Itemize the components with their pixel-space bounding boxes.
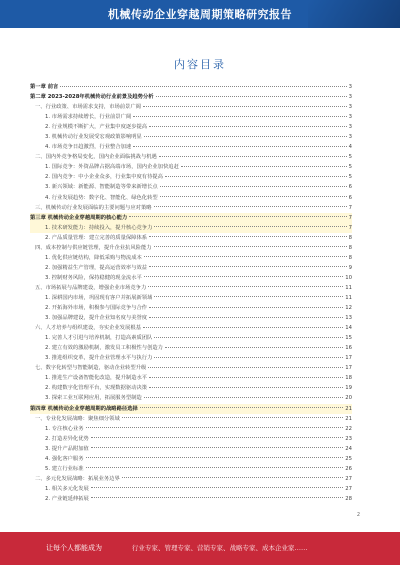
- toc-entry-text: 2. 构建数字化管理平台，实现数据驱动决策: [45, 385, 148, 392]
- toc-entry[interactable]: [30, 132, 352, 142]
- toc-entry[interactable]: [30, 323, 352, 333]
- toc-entry[interactable]: [30, 193, 352, 203]
- toc-entry-page: 3: [348, 134, 352, 141]
- toc-dot-leader: [91, 437, 343, 438]
- toc-entry-page: 14: [345, 325, 352, 332]
- toc-entry-text: 1. 国际竞争：外资品牌占据高端市场，国内企业加快追赶: [45, 164, 179, 171]
- toc-entry-text: 一、行业政策、市场需求支持，市场前景广阔: [35, 104, 141, 111]
- toc-entry-page: 11: [345, 294, 352, 301]
- toc-entry-page: 5: [348, 154, 352, 161]
- toc-entry-page: 21: [345, 415, 352, 422]
- toc-entry-page: 5: [348, 174, 352, 181]
- toc-dot-leader: [148, 367, 343, 368]
- toc-entry-page: 17: [345, 365, 352, 372]
- toc-entry-page: 3: [348, 104, 352, 111]
- toc-entry-page: 15: [345, 335, 352, 342]
- toc-entry-text: 第四章 机械传动企业穿越周期的战略路径选择: [30, 405, 138, 412]
- toc-entry-page: 25: [345, 455, 352, 462]
- toc-entry-page: 27: [345, 475, 352, 482]
- toc-entry[interactable]: [30, 92, 352, 102]
- toc-dot-leader: [144, 397, 343, 398]
- toc-entry-page: 8: [348, 244, 352, 251]
- toc-entry-text: 3. 控制财务风险，保持稳健的现金流水平: [45, 274, 142, 281]
- toc-entry-text: 1. 专注核心业务: [45, 425, 84, 432]
- toc-entry-text: 1. 完善人才引进与培养机制，打造高素质团队: [45, 335, 153, 342]
- toc-entry[interactable]: [30, 273, 352, 283]
- toc-entry-text: 第一章 前言: [30, 84, 59, 90]
- toc-entry-page: 27: [345, 485, 352, 492]
- toc-dot-leader: [133, 116, 346, 117]
- toc-entry-page: 8: [348, 234, 352, 241]
- toc-entry-text: 1. 技术研发能力：持续投入，提升核心竞争力: [45, 224, 153, 231]
- toc-entry-text: 3. 提升产品附加值: [45, 445, 89, 452]
- toc-entry[interactable]: [30, 414, 352, 424]
- toc-entry-page: 3: [348, 114, 352, 121]
- toc-entry[interactable]: [30, 233, 352, 243]
- toc-entry[interactable]: [30, 363, 352, 373]
- toc-dot-leader: [91, 487, 343, 488]
- toc-entry[interactable]: [30, 303, 352, 313]
- footer-slogan: 让每个人都能成为: [46, 544, 102, 552]
- toc-dot-leader: [156, 96, 347, 97]
- toc-entry-text: 第三章 机械传动企业穿越周期的核心能力: [30, 214, 128, 221]
- report-title: 机械传动企业穿越周期策略研究报告: [108, 8, 292, 21]
- toc-dot-leader: [149, 236, 347, 237]
- toc-dot-leader: [86, 457, 344, 458]
- toc-dot-leader: [144, 276, 343, 277]
- toc-dot-leader: [143, 327, 343, 328]
- toc-entry-text: 三、机械传动行业发展面临的主要问题与应对策略: [35, 204, 152, 211]
- toc-entry[interactable]: [30, 434, 352, 444]
- toc-entry-text: 五、市场拓展与品牌建设，增强企业市场竞争力: [35, 284, 147, 291]
- toc-entry-text: 3. 机械传动行业发展受宏观政策影响明显: [45, 134, 142, 141]
- toc-entry-page: 20: [345, 395, 352, 402]
- toc-entry[interactable]: [30, 464, 352, 474]
- toc-entry-page: 11: [345, 284, 352, 291]
- toc-entry-page: 17: [345, 355, 352, 362]
- toc-entry[interactable]: [30, 203, 352, 213]
- toc-dot-leader: [154, 357, 343, 358]
- toc-entry[interactable]: [30, 243, 352, 253]
- toc-entry-text: 3. 推进组织变革，提升企业管理水平与执行力: [45, 355, 153, 362]
- toc-dot-leader: [86, 427, 344, 428]
- toc-entry-text: 一、专业化发展战略：聚焦细分领域: [35, 415, 120, 422]
- toc-dot-leader: [91, 497, 343, 498]
- toc-dot-leader: [129, 216, 346, 217]
- toc-dot-leader: [181, 166, 347, 167]
- toc-entry-text: 1. 市场需求持续增长，行业前景广阔: [45, 114, 132, 121]
- toc-entry[interactable]: [30, 424, 352, 434]
- toc-dot-leader: [148, 286, 343, 287]
- toc-entry-text: 1. 相关多元化发展: [45, 485, 89, 492]
- toc-entry-page: 4: [348, 144, 352, 151]
- toc-dot-leader: [154, 296, 343, 297]
- toc-entry-text: 七、数字化转型与智能制造，驱动企业转型升级: [35, 365, 147, 372]
- toc-entry[interactable]: [30, 494, 352, 504]
- toc-entry-text: 2. 建立有效的激励机制，激发员工积极性与创造力: [45, 345, 163, 352]
- toc-entry-page: 9: [348, 264, 352, 271]
- toc-entry-text: 3. 探索工业互联网应用，拓展服务型制造: [45, 395, 142, 402]
- toc-entry[interactable]: [30, 82, 352, 92]
- toc-dot-leader: [149, 317, 343, 318]
- toc-entry[interactable]: [30, 162, 352, 172]
- toc-entry[interactable]: [30, 102, 352, 112]
- toc-entry-text: 1. 推进生产设备智能化改造，提升制造水平: [45, 375, 148, 382]
- toc-dot-leader: [154, 206, 347, 207]
- toc-dot-leader: [165, 347, 343, 348]
- toc-dot-leader: [122, 417, 343, 418]
- toc-heading: 内容目录: [174, 58, 226, 71]
- toc-entry[interactable]: [30, 313, 352, 323]
- toc-dot-leader: [149, 387, 343, 388]
- toc-entry-page: 18: [345, 375, 352, 382]
- toc-entry-page: 10: [345, 274, 352, 281]
- page-number: 2: [356, 512, 360, 518]
- toc-entry-text: 六、人才培养与组织建设，夯实企业发展根基: [35, 325, 141, 332]
- toc-entry-text: 2. 开拓海外市场，积极参与国际竞争与合作: [45, 305, 148, 312]
- toc-entry-text: 3. 新兴领域：新能源、智能制造等带来新增长点: [45, 184, 158, 191]
- toc-dot-leader: [160, 186, 347, 187]
- toc-entry-text: 2. 打造差异化优势: [45, 435, 89, 442]
- toc-dot-leader: [140, 407, 343, 408]
- toc-entry-text: 3. 加强品牌建设，提升企业知名度与美誉度: [45, 315, 148, 322]
- toc-entry-page: 22: [345, 425, 352, 432]
- toc-entry-page: 24: [345, 445, 352, 452]
- toc-dot-leader: [143, 106, 347, 107]
- toc-entry[interactable]: [30, 383, 352, 393]
- toc-entry[interactable]: [30, 253, 352, 263]
- footer-roles: 行业专家、管理专家、营销专家、战略专家、成本企业家……: [132, 544, 308, 552]
- toc-entry-page: 12: [345, 305, 352, 312]
- toc-entry[interactable]: [30, 373, 352, 383]
- toc-entry[interactable]: [30, 223, 352, 233]
- toc-entry[interactable]: [30, 393, 352, 403]
- toc-entry-page: 28: [345, 495, 352, 502]
- toc-entry-text: 二、国内外竞争格局变化，国内企业面临挑战与机遇: [35, 154, 157, 161]
- toc-entry-text: 4. 强化客户服务: [45, 455, 84, 462]
- toc-entry[interactable]: [30, 293, 352, 303]
- toc-dot-leader: [149, 266, 347, 267]
- toc-entry[interactable]: [30, 333, 352, 343]
- toc-entry-page: 8: [348, 254, 352, 261]
- toc-entry-page: 21: [345, 405, 352, 412]
- toc-dot-leader: [144, 256, 347, 257]
- toc-entry-text: 2. 行业规模不断扩大，产业集中度逐步提高: [45, 124, 148, 131]
- footer-banner: [0, 532, 400, 565]
- toc-entry-text: 4. 市场竞争日趋激烈，行业整合加速: [45, 144, 132, 151]
- toc-entry-page: 7: [348, 204, 352, 211]
- toc-entry-page: 7: [348, 224, 352, 231]
- toc-entry[interactable]: [30, 213, 352, 223]
- toc-entry-page: 6: [348, 184, 352, 191]
- toc-dot-leader: [149, 377, 343, 378]
- toc-dot-leader: [160, 196, 347, 197]
- toc-entry-text: 2. 产业链延伸拓展: [45, 495, 89, 502]
- toc-entry-page: 7: [348, 214, 352, 221]
- toc-entry[interactable]: [30, 263, 352, 273]
- toc-dot-leader: [154, 226, 346, 227]
- toc-entry[interactable]: [30, 444, 352, 454]
- toc-entry-page: 23: [345, 435, 352, 442]
- toc-entry-page: 13: [345, 315, 352, 322]
- toc-entry[interactable]: [30, 454, 352, 464]
- toc-entry-text: 1. 优化供应链结构，降低采购与物流成本: [45, 254, 142, 261]
- toc-entry[interactable]: [30, 343, 352, 353]
- toc-dot-leader: [154, 337, 343, 338]
- toc-entry[interactable]: [30, 172, 352, 182]
- toc-entry-text: 2. 加强精益生产管理，提高运营效率与效益: [45, 264, 148, 271]
- toc-entry-text: 2. 产品质量管理：建立完善的质量保障体系: [45, 234, 148, 241]
- toc-entry-text: 四、成本控制与供应链管理，提升企业抗风险能力: [35, 244, 152, 251]
- toc-entry-page: 19: [345, 385, 352, 392]
- toc-entry-page: 16: [345, 345, 352, 352]
- toc-dot-leader: [149, 126, 347, 127]
- toc-entry[interactable]: [30, 404, 352, 414]
- toc-dot-leader: [133, 146, 346, 147]
- toc-entry-text: 二、多元化发展战略：拓展业务边界: [35, 475, 120, 482]
- toc-entry[interactable]: [30, 122, 352, 132]
- toc-entry-page: 3: [348, 84, 352, 90]
- toc-entry[interactable]: [30, 112, 352, 122]
- toc-entry-text: 4. 行业发展趋势：数字化、智能化、绿色化转型: [45, 194, 158, 201]
- table-of-contents: [30, 82, 352, 504]
- toc-entry-text: 第二章 2023-2028年机械传动行业前景及趋势分析: [30, 94, 154, 101]
- toc-entry[interactable]: [30, 474, 352, 484]
- report-header-bar: [0, 0, 400, 28]
- toc-dot-leader: [60, 86, 346, 87]
- toc-entry[interactable]: [30, 283, 352, 293]
- toc-entry-page: 26: [345, 465, 352, 472]
- toc-entry[interactable]: [30, 182, 352, 192]
- toc-entry[interactable]: [30, 142, 352, 152]
- toc-entry-page: 3: [348, 124, 352, 131]
- toc-dot-leader: [149, 307, 343, 308]
- toc-dot-leader: [144, 136, 347, 137]
- toc-entry[interactable]: [30, 484, 352, 494]
- toc-entry-page: 3: [348, 94, 352, 101]
- toc-dot-leader: [165, 176, 347, 177]
- toc-dot-leader: [159, 156, 347, 157]
- toc-entry-text: 5. 建立行业标准: [45, 465, 84, 472]
- toc-dot-leader: [86, 467, 344, 468]
- toc-dot-leader: [122, 477, 343, 478]
- toc-entry-text: 1. 深耕国内市场，巩固现有客户并拓展新领域: [45, 294, 153, 301]
- toc-entry-page: 6: [348, 194, 352, 201]
- toc-entry-text: 2. 国内竞争：中小企业众多，行业集中度有待提高: [45, 174, 163, 181]
- toc-entry-page: 5: [348, 164, 352, 171]
- toc-entry[interactable]: [30, 152, 352, 162]
- toc-entry[interactable]: [30, 353, 352, 363]
- toc-dot-leader: [154, 246, 347, 247]
- toc-dot-leader: [91, 447, 343, 448]
